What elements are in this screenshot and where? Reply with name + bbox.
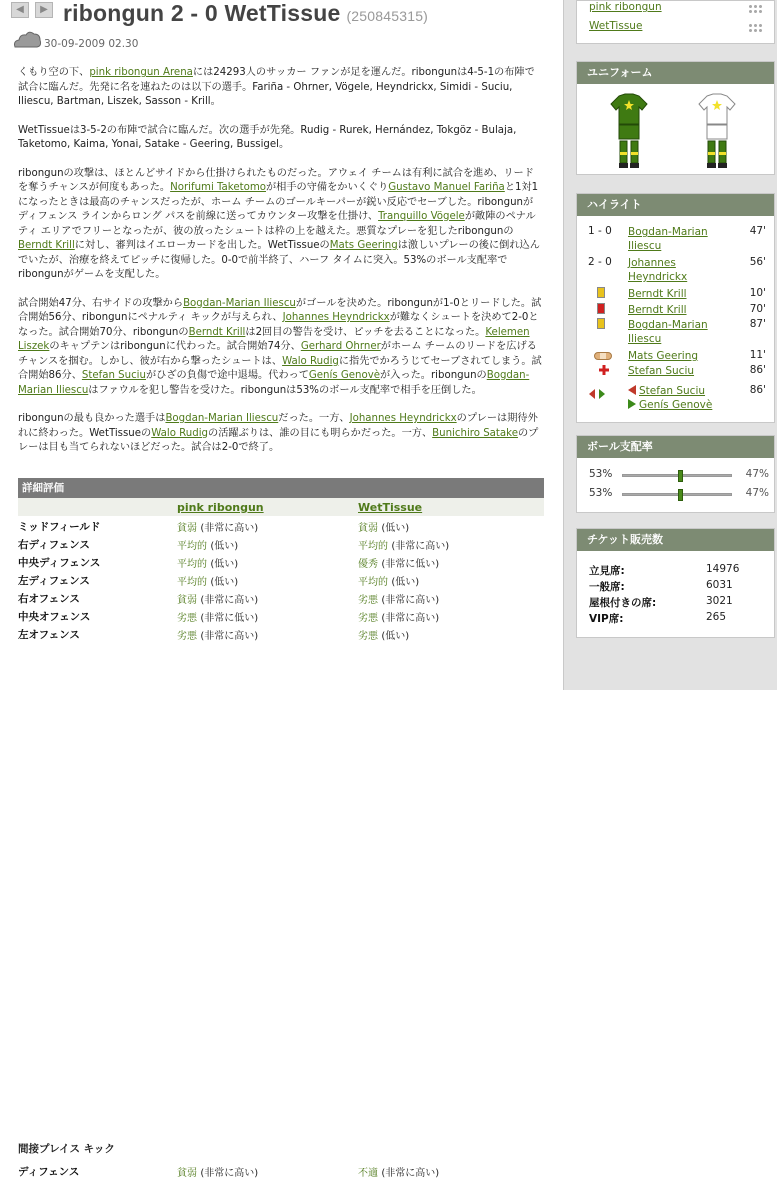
player-link[interactable]: Berndt Krill — [18, 240, 75, 251]
possession-row: 53% 47% — [589, 487, 769, 499]
table-row: ディフェンス 貧弱 (非常に高い) 不適 (非常に高い) — [18, 1166, 440, 1179]
player-link[interactable]: Gerhard Ohrner — [300, 341, 381, 352]
player-link[interactable]: Gustavo Manuel Fariña — [388, 182, 505, 193]
back-arrow-icon[interactable]: ◀ — [11, 2, 29, 18]
match-report-text — [18, 66, 543, 470]
uniform-header: ユニフォーム — [577, 62, 774, 84]
team-links-box — [576, 0, 775, 44]
forward-arrow-icon[interactable]: ▶ — [35, 2, 53, 18]
yellow-card-icon — [597, 318, 605, 329]
player-link[interactable]: Walo Rudig — [282, 355, 339, 367]
stadium-link[interactable]: pink ribongun Arena — [89, 67, 193, 78]
team-grid-icon[interactable] — [748, 4, 762, 14]
player-link[interactable]: Bogdan-Marian Iliescu — [628, 226, 708, 252]
player-link[interactable]: Berndt Krill — [628, 288, 687, 300]
player-link[interactable]: Norifumi Taketomo — [170, 182, 266, 193]
player-link[interactable]: Bogdan-Marian Iliescu — [165, 413, 279, 424]
player-link[interactable]: Johannes Heyndrickx — [282, 312, 390, 323]
player-link[interactable]: Stefan Suciu — [628, 365, 695, 377]
player-link[interactable]: Genís Genovè — [639, 399, 713, 411]
evaluation-header: 詳細評価 — [18, 478, 544, 498]
highlights-box: ハイライト 1 - 0 Bogdan-Marian Iliescu 47' 2 - 0 Johannes Heyndrickx 56' Berndt Krill 10' Berndt Krill 70' Bogdan-Marian Iliescu 87' Mats Geering 11' Stefan Suciu 86' Stefan Suciu Genís Genovè 86' — [576, 193, 775, 423]
evaluation-rows — [18, 516, 544, 642]
table-row: ミッドフィールド 貧弱 (非常に高い) 貧弱 (低い) — [18, 521, 410, 534]
table-row: 右オフェンス 貧弱 (非常に高い) 劣悪 (非常に高い) — [18, 593, 440, 606]
report-paragraph: くもり空の下、pink ribongun Arenaには24293人のサッカー ファンが足を運んだ。ribongunは4-5-1の布陣で試合に臨んだ。先発に名を連ねたのは以下の選手。Fariña - Ohrner, Vögele, Heyndrickx, Simidi - Suciu, Iliescu, Bartman, Liszek, Sasson - Krill。 — [18, 67, 535, 107]
yellow-card-icon — [597, 287, 605, 298]
sub-out-arrow-icon — [628, 385, 636, 395]
table-row: 右ディフェンス 平均的 (低い) 平均的 (非常に高い) — [18, 539, 450, 552]
tickets-box: チケット販売数 立見席: 14976 一般席: 6031 屋根付きの席: 3021 VIP席: 265 — [576, 528, 775, 638]
table-row: 中央オフェンス 劣悪 (非常に低い) 劣悪 (非常に高い) — [18, 611, 440, 624]
set-pieces-heading: 間接プレイス キック — [18, 1143, 115, 1155]
report-paragraph: WetTissueは3-5-2の布陣で試合に臨んだ。次の選手が先発。Rudig - Rurek, Hernández, Tokgöz - Bulaja, Taketomo, Kaima, Yonai, Satake - Geering, Bussigel。 — [18, 124, 517, 150]
player-link[interactable]: Mats Geering — [628, 350, 699, 362]
match-id: (250845315) — [346, 8, 429, 24]
player-link[interactable]: Bogdan-Marian Iliescu — [628, 319, 708, 345]
possession-row: 53% 47% — [589, 468, 769, 480]
player-link[interactable]: Tranquillo Vögele — [378, 211, 465, 222]
player-link[interactable]: Bogdan-Marian Iliescu — [18, 370, 530, 396]
bandage-icon — [594, 352, 612, 360]
substitution-icon — [589, 389, 605, 399]
report-paragraph: ribongunの最も良かった選手はBogdan-Marian Iliescuだった。一方、Johannes Heyndrickxのプレーは期待外れに終わった。WetTissueのWalo Rudigの活躍ぶりは、誰の目にも明らかだった。一方、Bunichiro Satakeのプレーは目も当てられないほどだった。試合は2-0で終了。 — [18, 413, 539, 453]
table-row: 左オフェンス 劣悪 (非常に高い) 劣悪 (低い) — [18, 629, 410, 642]
away-team-sidebar-link[interactable]: WetTissue — [589, 20, 643, 32]
injury-cross-icon — [599, 365, 609, 375]
player-link[interactable]: Berndt Krill — [628, 304, 687, 316]
team-grid-icon[interactable] — [748, 23, 762, 33]
match-title: ribongun 2 - 0 WetTissue (250845315) — [63, 0, 429, 26]
away-team-link[interactable]: WetTissue — [358, 501, 423, 514]
player-link[interactable]: Walo Rudig — [151, 427, 209, 439]
report-paragraph: ribongunの攻撃は、ほとんどサイドから仕掛けられたものだった。アウェイ チームは有利に試合を進め、リードを奪うチャンスが何度もあった。Norifumi Taketomoが相手の守備をかいくぐりGustavo Manuel Fariñaと1対1になったときは最高のチャンスだったが、ホーム チームのゴールキーパーが鋭い反応でセーブした。ribongunがディフェンス ラインからロング パスを前線に送ってカウンター攻撃を仕掛け、Tranquillo Vögeleが敵陣のペナルティ エリアでフリーとなったが、彼の放ったシュートは枠の上を越えた。悪質なプレーを犯したribongunのBerndt Krillに対し、審判はイエローカードを出した。WetTissueのMats Geeringは激しいプレーの後に倒れ込んでいたが、治療を終えてピッチに復帰した。0-0で前半終了、ハーフ タイムに突入。53%のボール支配率でribongunがゲームを支配した。 — [18, 167, 540, 280]
player-link[interactable]: Bogdan-Marian Iliescu — [183, 297, 296, 309]
highlights-header: ハイライト — [577, 194, 774, 216]
player-link[interactable]: Johannes Heyndrickx — [628, 257, 688, 283]
possession-box — [576, 435, 775, 513]
possession-bar — [622, 493, 732, 496]
match-date: 30-09-2009 02.30 — [44, 38, 139, 50]
possession-knob — [678, 470, 683, 482]
player-link[interactable]: Kelemen Liszek — [18, 326, 530, 352]
table-row: 中央ディフェンス 平均的 (低い) 優秀 (非常に低い) — [18, 557, 440, 570]
possession-bar — [622, 474, 732, 477]
tickets-header: チケット販売数 — [577, 529, 774, 551]
player-link[interactable]: Genís Genovè — [308, 370, 381, 381]
away-kit-icon — [697, 94, 737, 170]
possession-knob — [678, 489, 683, 501]
evaluation-team-header — [18, 498, 544, 516]
home-kit-icon — [609, 94, 649, 170]
player-link[interactable]: Bunichiro Satake — [432, 427, 518, 439]
player-link[interactable]: Stefan Suciu — [81, 370, 146, 381]
uniform-box — [576, 61, 775, 175]
player-link[interactable]: Mats Geering — [329, 240, 398, 251]
player-link[interactable]: Stefan Suciu — [639, 385, 706, 397]
player-link[interactable]: Johannes Heyndrickx — [349, 413, 457, 424]
player-link[interactable]: Berndt Krill — [188, 326, 246, 338]
red-card-icon — [597, 303, 605, 314]
home-team-link[interactable]: pink ribongun — [177, 501, 264, 514]
cloudy-weather-icon — [12, 29, 42, 52]
detailed-evaluation-table — [18, 478, 544, 1179]
possession-header: ボール支配率 — [577, 436, 774, 458]
table-row: 左ディフェンス 平均的 (低い) 平均的 (低い) — [18, 575, 420, 588]
sub-in-arrow-icon — [628, 399, 636, 409]
home-team-sidebar-link[interactable]: pink ribongun — [589, 1, 662, 13]
report-paragraph: 試合開始47分、右サイドの攻撃からBogdan-Marian Iliescuがゴールを決めた。ribongunが1-0とリードした。試合開始56分、ribongunにペナルティ キックが与えられ、Johannes Heyndrickxが難なくシュートを決めて2-0となった。試合開始70分、ribongunのBerndt Krillは2回目の警告を受け、ピッチを去ることになった。Kelemen Liszekのキャプテンはribongunに代わった。試合開始74分、Gerhard Ohrnerがホーム チームのリードを広げるチャンスを掴む。しかし、彼が右から撃ったシュートは、Walo Rudigに指先でかろうじてセーブされてしまう。試合開始86分、Stefan Suciuがひざの負傷で途中退場。代わってGenís Genovèが入った。ribongunのBogdan-Marian Iliescuはファウルを犯し警告を受けた。ribongunは53%のボール支配率で相手を圧倒した。 — [18, 297, 542, 396]
